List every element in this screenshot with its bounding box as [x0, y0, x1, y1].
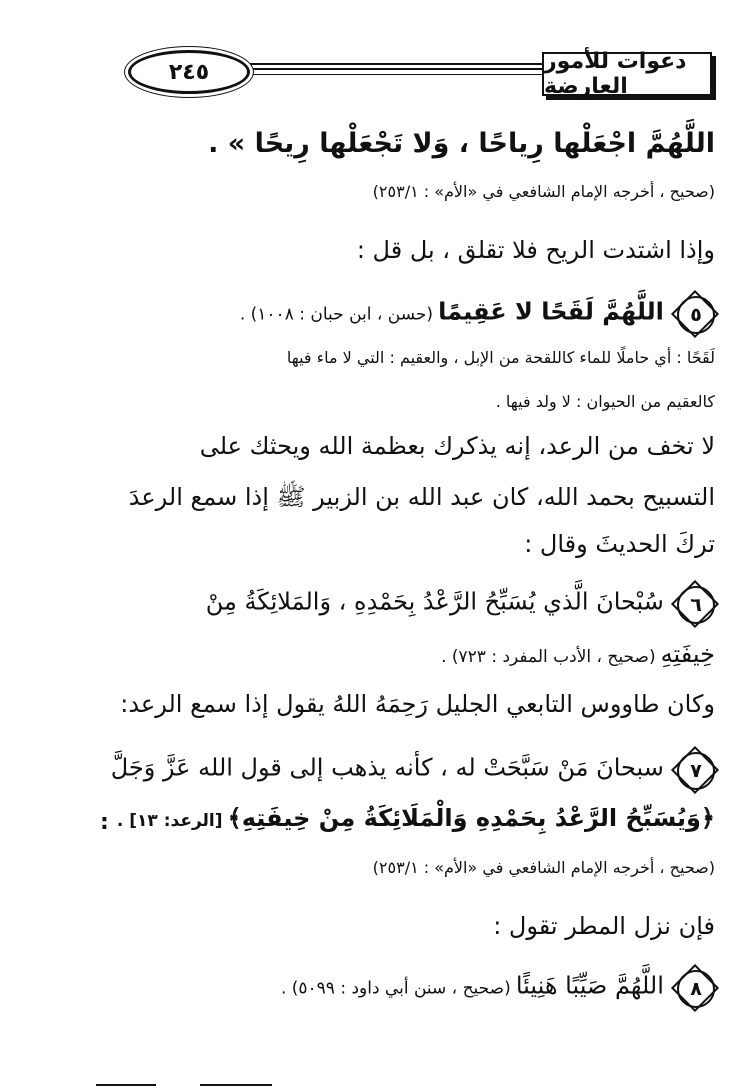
text-line: التسبيح بحمد الله، كان عبد الله بن الزبير ﷺ إذا سمع الرعدَ [128, 483, 715, 511]
dua-text: اللَّهُمَّ لَقَحًا لا عَقِيمًا [438, 297, 664, 326]
page-number: ٢٤٥ [128, 50, 250, 94]
page-header [128, 44, 716, 100]
text-line: فإن نزل المطر تقول : [493, 912, 715, 940]
dua-number-badge: ٥ [677, 296, 715, 334]
footnote-line: لَقَحًا : أي حاملًا للماء كاللقحة من الإبل ، والعقيم : التي لا ماء فيها [286, 348, 715, 367]
text-line: لا تخف من الرعد، إنه يذكرك بعظمة الله ويحثك على [199, 432, 715, 460]
dua-6-continued [441, 640, 715, 668]
header-rule [238, 68, 586, 70]
dua-5 [240, 296, 715, 334]
citation: (صحيح ، سنن أبي داود : ٥٠٩٩) . [280, 978, 511, 999]
dua-8 [281, 970, 715, 1008]
citation: (صحيح ، أخرجه الإمام الشافعي في «الأم» : ٢٥٣/١) [372, 858, 715, 877]
text-line: اللَّهُمَّ اجْعَلْها رِياحًا ، وَلا تَجْعَلْها رِيحًا » . [208, 128, 715, 159]
dua-7 [111, 752, 715, 790]
colon-mark: : [100, 810, 109, 835]
header-rule [238, 74, 586, 75]
footer-rule [200, 1084, 272, 1086]
header-rule [238, 63, 586, 65]
dua-text: سبحانَ مَنْ سَبَّحَتْ له ، كأنه يذهب إلى قول الله عَزَّ وَجَلَّ [110, 753, 664, 782]
footer-rule [96, 1084, 156, 1086]
dua-text: اللَّهُمَّ صَيِّبًا هَنِيئًا [515, 971, 664, 1000]
dua-number-badge: ٧ [677, 752, 715, 790]
citation: (صحيح ، أخرجه الإمام الشافعي في «الأم» : ٢٥٣/١) [372, 182, 715, 201]
footnote-line: كالعقيم من الحيوان : لا ولد فيها . [495, 392, 715, 411]
dua-number-badge: ٦ [677, 586, 715, 624]
chapter-title: دعوات للأمور العارضة [542, 52, 712, 96]
citation: (حسن ، ابن حبان : ١٠٠٨) . [239, 304, 434, 325]
text-line: وإذا اشتدت الريح فلا تقلق ، بل قل : [356, 236, 715, 264]
citation: (صحيح ، الأدب المفرد : ٧٢٣) . [441, 647, 656, 667]
text-line: تركَ الحديثَ وقال : [524, 530, 715, 558]
quran-verse: ﴿وَيُسَبِّحُ الرَّعْدُ بِحَمْدِهِ وَالْمَلَائِكَةُ مِنْ خِيفَتِهِ﴾ [227, 804, 715, 832]
verse-reference: [الرعد: ١٣] . [116, 811, 223, 831]
text-line: وكان طاووس التابعي الجليل رَحِمَهُ اللهُ يقول إذا سمع الرعد: [120, 690, 715, 718]
dua-text: سُبْحانَ الَّذي يُسَبِّحُ الرَّعْدُ بِحَمْدِهِ ، وَالمَلائِكَةُ مِنْ [205, 587, 664, 616]
dua-number-badge: ٨ [677, 970, 715, 1008]
dua-text: خِيفَتِهِ [660, 640, 715, 668]
dua-6 [206, 586, 715, 624]
quran-verse-line [117, 804, 715, 832]
